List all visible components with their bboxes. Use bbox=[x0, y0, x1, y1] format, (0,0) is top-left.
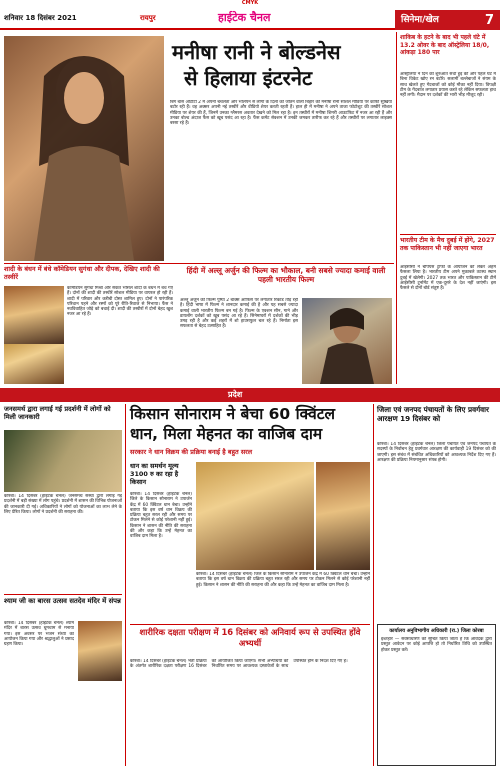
divider bbox=[4, 594, 122, 595]
lead-headline-1: मनीषा रानी ने बोल्डनेस bbox=[172, 40, 341, 64]
notice-title: कार्यालय अनुविभागीय अधिकारी (रा.) जिला कोरबा bbox=[389, 628, 484, 634]
divider bbox=[4, 263, 394, 264]
test-body: कोरबा। 14 दिसंबर (हाईटेक चैनल) भर्ती प्रक्रिया के अंतर्गत शारीरिक दक्षता परीक्षण 16 दिसंबर को आयोजित किया जाएगा। सभी अभ्यर्थियों को निर्धारित समय पर आवश्यक दस्तावेजों के साथ उपस्थित होने के निर्देश दिए गए हैं। bbox=[130, 659, 348, 670]
exhibition-body: कोरबा। 14 दिसंबर (हाईटेक चैनल) जनसमर्थ संस्था द्वारा लगाई गई प्रदर्शनी में बड़ी संख्या में लोग पहुंचे। प्रदर्शनी में शासन की विभिन्न योजनाओं की जानकारी दी गई। अधिकारियों ने लोगों को योजनाओं का लाभ लेने के लिए प्रेरित किया। लोगों ने प्रदर्शनी की सराहना की। bbox=[4, 494, 122, 515]
color-mark: CMYK bbox=[241, 0, 259, 6]
wedding-headline: शादी के बंधन में बंधे कॉमेडियन सुगंधा और दीपक, देखिए शादी की तस्वीरें bbox=[4, 265, 160, 281]
kisan-headline-1: किसान सोनाराम ने बेचा 60 क्विंटल bbox=[130, 405, 336, 423]
kisan-body: कोरबा। 14 दिसंबर (हाईटेक चैनल) जिले के किसान सोनाराम ने उपार्जन केंद्र में 60 क्विंटल धान बेचा। उन्होंने बताया कि इस वर्ष धान विक्रय की प्रक्रिया बहुत सरल रही और समय पर टोकन मिलने से कोई परेशानी नहीं हुई। किसान ने शासन की नीति की सराहना की और कहा कि उन्हें मेहनत का वाजिब दाम मिला है। bbox=[196, 572, 370, 588]
pushpa-headline: हिंदी में अल्लू अर्जुन की फिल्म का भौकाल, बनी सबसे ज्यादा कमाई वाली पहली भारतीय फिल्म bbox=[186, 266, 386, 284]
pushpa-body: अल्लू अर्जुन की फिल्म पुष्पा 2 बॉक्स ऑफिस पर लगातार रिकॉर्ड तोड़ रही है। हिंदी भाषा में फिल्म ने शानदार कमाई की है और यह सबसे ज्यादा कमाई वाली भारतीय फिल्म बन गई है। फिल्म के एक्शन सीन, गाने और डायलॉग दर्शकों को खूब पसंद आ रहे हैं। सिनेमाघरों में दर्शकों की भीड़ उमड़ रही है और कई शहरों में शो हाउसफुल चल रहे हैं। निर्माता इस सफलता से बेहद उत्साहित हैं। bbox=[180, 298, 298, 330]
divider bbox=[130, 624, 370, 625]
sports-subbody: आईसीसी ने चैंपियंस ट्रॉफी के आयोजन को लेकर अहम फैसला लिया है। भारतीय टीम अपने मुकाबले तटस्थ स्थान दुबई में खेलेगी। 2027 तक भारत और पाकिस्तान की टीमें आईसीसी टूर्नामेंट में एक-दूसरे के देश नहीं जाएंगी। इस फैसले से दोनों बोर्ड संतुष्ट हैं। bbox=[400, 265, 496, 292]
wedding-body: कॉमेडियन सुगंधा मिश्रा और संकेत भोसले शादी के बंधन में बंध गए हैं। दोनों की शादी की तस्वीरें सोशल मीडिया पर वायरल हो रही हैं। शादी में परिवार और करीबी दोस्त शामिल हुए। दोनों ने पारंपरिक परिधान पहने और रस्मों को पूरे रीति-रिवाज से निभाया। फैंस ने नवविवाहित जोड़े को बधाई दी। शादी की तस्वीरों में दोनों बेहद खुश नजर आ रहे हैं। bbox=[67, 286, 173, 318]
section-band bbox=[0, 388, 500, 402]
notice-body: इश्तहार — सर्वसाधारण को सूचित किया जाता है कि आवेदक द्वारा प्रस्तुत आवेदन पर कोई आपत्ति हो तो निर्धारित तिथि को उपस्थित होकर प्रस्तुत करें। bbox=[381, 637, 492, 653]
sports-headline: शाकिब के हटने के बाद भी पहले घंटे में 13.2 ओवर के बाद ऑस्ट्रेलिया 18/0, आंकड़ा 180 पार bbox=[400, 34, 490, 56]
column-divider bbox=[396, 32, 397, 384]
lead-body: बिग बॉस ओटीटी 2 में अपनी चंचलता और भोलेपन से लोगों के दिलों को जीतने वाली बिहार की मनीषा रानी सोशल मीडिया पर काफी सुर्खियां बटोर रही हैं। वह अक्सर अपनी नई तस्वीरें और वीडियो शेयर करती रहती हैं। हाल ही में मनीषा ने अपने ताजा फोटोशूट की तस्वीरें सोशल मीडिया पर शेयर की हैं, जिनमें उनका ग्लैमरस अवतार देखने को मिल रहा है। इन तस्वीरों में मनीषा शिमरी आउटफिट में नजर आ रही हैं और उनका बोल्ड अंदाज फैंस को खूब पसंद आ रहा है। फैंस कमेंट सेक्शन में उनकी जमकर तारीफ कर रहे हैं और तस्वीरों पर लगातार लाइक्स बरसा रहे हैं। bbox=[170, 100, 392, 127]
section-banner bbox=[395, 10, 500, 30]
exhibition-photo bbox=[4, 430, 122, 492]
column-divider bbox=[373, 404, 374, 766]
page-number: 7 bbox=[484, 13, 494, 28]
newspaper-logo: हाईटेक चैनल bbox=[218, 11, 271, 24]
kisan-subhead: सरकार ने धान विक्रय की प्रक्रिया बनाई है बहुत सरल bbox=[130, 448, 253, 456]
temple-photo bbox=[78, 621, 122, 681]
temple-body: कोरबा। 14 दिसंबर (हाईटेक चैनल) श्याम मंदिर में बारस उत्सव धूमधाम से मनाया गया। इस अवसर पर भजन संध्या का आयोजन किया गया और श्रद्धालुओं ने प्रसाद ग्रहण किया। bbox=[4, 621, 74, 648]
wedding-photo-1 bbox=[4, 286, 64, 344]
exhibition-headline: जनसमर्थ द्वारा लगाई गई प्रदर्शनी में लोगों को मिली जानकारी bbox=[4, 405, 111, 421]
actor-image bbox=[302, 298, 392, 384]
wedding-photo-2 bbox=[4, 344, 64, 384]
masthead bbox=[0, 8, 500, 30]
lead-photo bbox=[4, 36, 164, 261]
kisan-headline-box bbox=[130, 405, 370, 445]
kisan-headline-2: धान, मिला मेहनत का वाजिब दाम bbox=[130, 425, 323, 443]
kisan-photo-2 bbox=[316, 462, 370, 570]
column-divider bbox=[125, 404, 126, 766]
temple-headline: श्याम जी का बारस उत्सव सतदेव मंदिर में संपन्न bbox=[4, 597, 121, 605]
sports-body: ऑस्ट्रेलिया ने दिन की शुरुआत सधी हुई की और पहले घंटे में बिना विकेट खोए रन बटोरे। सलामी बल्लेबाजों ने संयम के साथ खेलते हुए गेंदबाजों को कोई मौका नहीं दिया। विपक्षी टीम के गेंदबाज लगातार प्रयास करते रहे लेकिन सफलता हाथ नहीं लगी। मैदान पर दर्शकों की भारी भीड़ मौजूद रही। bbox=[400, 72, 496, 99]
section-title: सिनेमा/खेल bbox=[401, 15, 439, 25]
issue-date: शनिवार 18 दिसंबर 2021 bbox=[4, 14, 77, 22]
kisan-side-body: कोरबा। 14 दिसंबर (हाईटेक चैनल) जिले के किसान सोनाराम ने उपार्जन केंद्र में 60 क्विंटल धान बेचा। उन्होंने बताया कि इस वर्ष धान विक्रय की प्रक्रिया बहुत सरल रही और समय पर टोकन मिलने से कोई परेशानी नहीं हुई। किसान ने शासन की नीति की सराहना की और कहा कि उन्हें मेहनत का वाजिब दाम मिला है। bbox=[130, 492, 192, 540]
pushpa-photo bbox=[302, 298, 392, 384]
portrait-image bbox=[4, 36, 164, 261]
kisan-photo-1 bbox=[196, 462, 314, 570]
sports-subheadline: भारतीय टीम के मैच दुबई में होंगे, 2027 तक पाकिस्तान भी नहीं जाएगा भारत bbox=[400, 237, 495, 252]
public-notice bbox=[377, 624, 496, 766]
edition-city: रायपुर bbox=[140, 14, 156, 22]
reservation-headline: जिला एवं जनपद पंचायतों के लिए प्रवर्गवार आरक्षण 19 दिसंबर को bbox=[377, 405, 489, 423]
divider bbox=[400, 234, 496, 235]
reservation-body: कोरबा। 14 दिसंबर (हाईटेक चैनल) जिला पंचायत एवं जनपद पंचायत के सदस्यों के निर्वाचन हेतु प्रवर्गवार आरक्षण की कार्यवाही 19 दिसंबर को की जाएगी। इस संबंध में संबंधित अधिकारियों को आवश्यक निर्देश दिए गए हैं। आरक्षण की प्रक्रिया नियमानुसार संपन्न होगी। bbox=[377, 442, 496, 463]
test-headline: शारीरिक दक्षता परीक्षण में 16 दिसंबर को अनिवार्य रूप से उपस्थित होंवे अभ्यर्थी bbox=[139, 627, 361, 648]
section-band-label: प्रदेश bbox=[228, 390, 243, 399]
lead-headline-box bbox=[166, 36, 392, 96]
kisan-side-headline: धान का समर्थन मूल्य 3100 रु का रहा है किसान bbox=[130, 462, 179, 486]
lead-headline-2: से हिलाया इंटरनेट bbox=[184, 66, 313, 90]
